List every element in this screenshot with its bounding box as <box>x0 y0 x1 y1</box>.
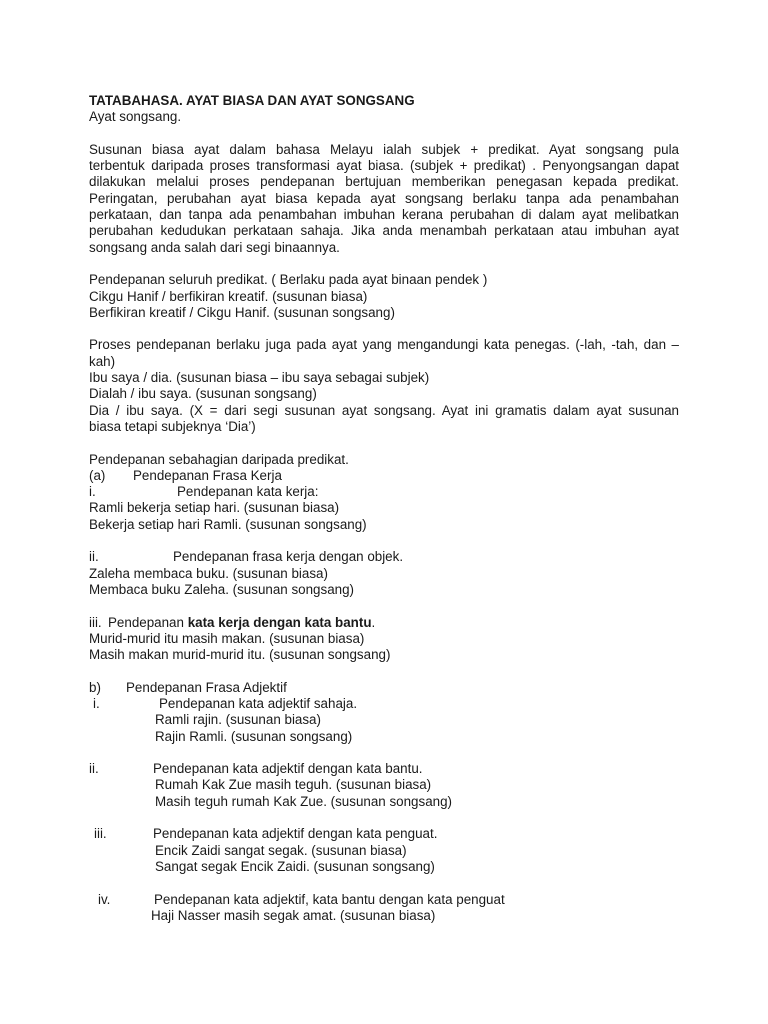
item-label: iii. <box>94 826 107 842</box>
paragraph-line: Dia / ibu saya. (X = dari segi susunan ayat songsang. Ayat ini gramatis dalam ayat susunan <box>89 402 679 418</box>
example-line: Ramli rajin. (susunan biasa) <box>155 712 321 728</box>
paragraph-line: Peringatan, perubahan ayat biasa kepada ayat songsang berlaku tanpa ada penambahan <box>89 190 679 206</box>
example-line: Rajin Ramli. (susunan songsang) <box>155 728 353 744</box>
paragraph-line: Susunan biasa ayat dalam bahasa Melayu ialah subjek + predikat. Ayat songsang pula <box>89 141 679 157</box>
list-item <box>89 696 679 712</box>
example-line: Masih teguh rumah Kak Zue. (susunan songsang) <box>155 793 452 809</box>
item-label: iv. <box>98 891 111 907</box>
example-line: Encik Zaidi sangat segak. (susunan biasa) <box>155 842 407 858</box>
example-line: Sangat segak Encik Zaidi. (susunan songsang) <box>155 858 435 874</box>
document-page <box>89 93 679 924</box>
item-label: i. <box>89 484 96 500</box>
paragraph-line: terbentuk daripada proses transformasi ayat biasa. (subjek + predikat) . Penyongsangan dapat <box>89 158 679 174</box>
item-label: iii. <box>89 614 102 630</box>
section-partial-predicate <box>89 452 679 664</box>
list-item <box>89 549 679 565</box>
list-item <box>89 484 679 500</box>
example-line: Murid-murid itu masih makan. (susunan biasa) <box>89 630 365 646</box>
example-line: Zaleha membaca buku. (susunan biasa) <box>89 565 328 581</box>
item-text: Pendepanan kata adjektif sahaja. <box>159 695 358 711</box>
item-label: b) <box>89 679 101 695</box>
list-item <box>89 761 679 777</box>
example-line: Dialah / ibu saya. (susunan songsang) <box>89 386 317 402</box>
item-text: Pendepanan kata adjektif dengan kata penguat. <box>153 826 438 842</box>
item-text-end: . <box>371 614 376 630</box>
item-text: Pendepanan Frasa Kerja <box>133 467 282 483</box>
document-title: TATABAHASA. AYAT BIASA DAN AYAT SONGSANG <box>89 93 415 108</box>
list-item <box>89 680 679 696</box>
example-line: Bekerja setiap hari Ramli. (susunan songsang) <box>89 516 367 532</box>
item-text: Pendepanan <box>108 614 188 630</box>
list-item <box>89 468 679 484</box>
section-emphasis-particle <box>89 337 679 435</box>
item-text: Pendepanan kata adjektif, kata bantu dengan kata penguat <box>154 891 505 907</box>
document-subtitle: Ayat songsang. <box>89 109 182 125</box>
paragraph-line: kah) <box>89 353 116 369</box>
example-line: Ibu saya / dia. (susunan biasa – ibu saya sebagai subjek) <box>89 370 430 386</box>
item-text: Pendepanan kata adjektif dengan kata bantu. <box>153 761 423 777</box>
paragraph-line: Proses pendepanan berlaku juga pada ayat yang mengandungi kata penegas. (-lah, -tah, dan – <box>89 337 679 353</box>
item-text: Pendepanan kata kerja: <box>177 484 319 500</box>
paragraph-line: dilakukan melalui proses pendepanan bertujuan memberikan penegasan kepada predikat. <box>89 174 679 190</box>
example-line: Haji Nasser masih segak amat. (susunan biasa) <box>151 907 436 923</box>
item-label: (a) <box>89 467 106 483</box>
section-heading: Pendepanan sebahagian daripada predikat. <box>89 451 349 467</box>
item-text: Pendepanan Frasa Adjektif <box>126 679 287 695</box>
item-label: ii. <box>89 761 99 777</box>
list-item <box>89 892 679 908</box>
item-label: ii. <box>89 549 99 565</box>
example-line: Ramli bekerja setiap hari. (susunan biasa) <box>89 500 340 516</box>
item-text-bold: kata kerja dengan kata bantu <box>187 614 372 630</box>
item-text: Pendepanan frasa kerja dengan objek. <box>173 549 404 565</box>
list-item <box>89 826 679 842</box>
example-line: Masih makan murid-murid itu. (susunan songsang) <box>89 647 391 663</box>
paragraph-line: perkataan, dan tanpa ada penambahan imbuhan kerana perubahan di dalam ayat melibatkan <box>89 207 679 223</box>
item-label: i. <box>93 695 100 711</box>
paragraph-line: songsang anda salah dari segi binaannya. <box>89 239 340 255</box>
example-line: Berfikiran kreatif / Cikgu Hanif. (susunan songsang) <box>89 304 395 320</box>
paragraph-line: perubahan kedudukan perkataan sahaja. Jika anda menambah perkataan atau imbuhan ayat <box>89 223 679 239</box>
paragraph-line: biasa tetapi subjeknya ‘Dia’) <box>89 418 256 434</box>
list-item <box>89 615 679 631</box>
section-heading: Pendepanan seluruh predikat. ( Berlaku pada ayat binaan pendek ) <box>89 272 488 288</box>
example-line: Membaca buku Zaleha. (susunan songsang) <box>89 581 354 597</box>
section-adjective-phrase <box>89 680 679 924</box>
example-line: Rumah Kak Zue masih teguh. (susunan biasa) <box>155 777 432 793</box>
section-full-predicate <box>89 272 679 321</box>
example-line: Cikgu Hanif / berfikiran kreatif. (susunan biasa) <box>89 288 368 304</box>
intro-paragraph <box>89 142 679 256</box>
